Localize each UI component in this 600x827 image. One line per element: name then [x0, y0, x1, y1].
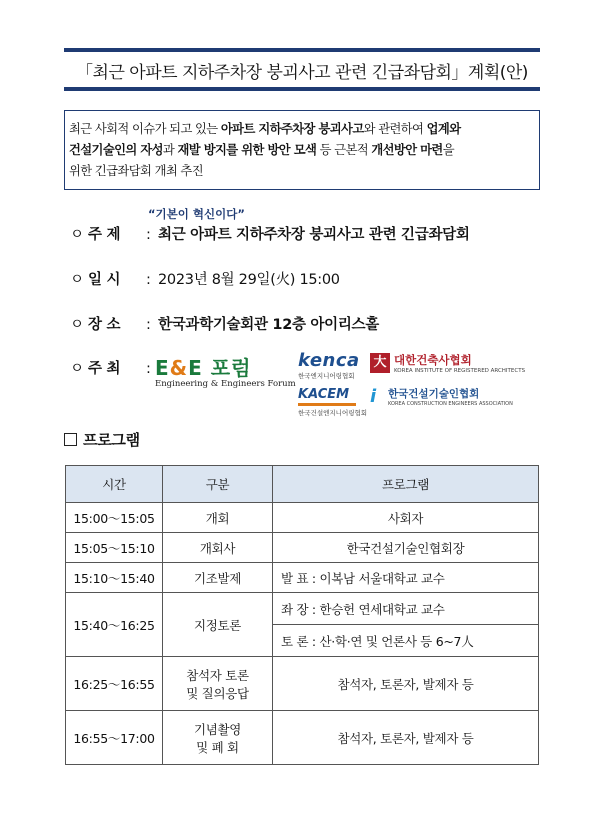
summary-box: 최근 사회적 이슈가 되고 있는 아파트 지하주차장 붕괴사고와 관련하여 업계와 건설기술인의 자성과 재발 방지를 위한 방안 모색 등 근본적 개선방안 마련을 위한 긴급좌담회 개최 추진 — [64, 110, 540, 190]
kpea-mark-icon: i — [370, 386, 377, 407]
datetime-label: 일 시 — [88, 272, 121, 288]
header-category: 구분 — [163, 466, 273, 503]
program-table — [65, 465, 539, 765]
venue-row: ㅇ 장 소 : 한국과학기술회관 12층 아이리스홀 — [70, 313, 379, 334]
bullet-icon: ㅇ — [70, 272, 84, 288]
subject-row: ㅇ 주 제 : 최근 아파트 지하주차장 붕괴사고 관련 긴급좌담회 — [70, 223, 470, 244]
kacem-logo: KACEM 한국건설엔지니어링협회 — [298, 387, 368, 417]
subject-value: 최근 아파트 지하주차장 붕괴사고 관련 긴급좌담회 — [158, 227, 470, 243]
bullet-icon: ㅇ — [70, 317, 84, 333]
table-row: 15:05～15:10 개회사 한국건설기술인협회장 — [66, 533, 539, 563]
summary-text: 최근 사회적 이슈 — [69, 122, 155, 136]
kpea-logo: i 한국건설기술인협회 KOREA CONSTRUCTION ENGINEERS ASSOCIATION — [370, 386, 513, 407]
table-row: 16:55～17:00 기념촬영 및 폐 회 참석자, 토론자, 발제자 등 — [66, 711, 539, 765]
header-program: 프로그램 — [273, 466, 539, 503]
document-title: 「최근 아파트 지하주차장 붕괴사고 관련 긴급좌담회」계획(안) — [76, 63, 528, 83]
slogan: “기본이 혁신이다” — [148, 207, 245, 221]
ee-forum-logo: E&E 포럼 Engineering & Engineers Forum — [155, 356, 296, 389]
table-row: 15:40～16:25 지정토론 좌 장 : 한승헌 연세대학교 교수 — [66, 593, 539, 625]
venue-label: 장 소 — [88, 317, 121, 333]
title-top-rule — [64, 48, 540, 52]
bullet-icon: ㅇ — [70, 361, 84, 377]
kenca-logo: kenca 한국엔지니어링협회 — [298, 350, 360, 380]
datetime-row: ㅇ 일 시 : 2023년 8월 29일(火) 15:00 — [70, 268, 340, 289]
table-row: 15:10～15:40 기조발제 발 표 : 이복남 서울대학교 교수 — [66, 563, 539, 593]
datetime-value: 2023년 8월 29일(火) 15:00 — [158, 272, 340, 288]
venue-value: 한국과학기술회관 12층 아이리스홀 — [158, 317, 379, 333]
square-bullet-icon — [64, 433, 77, 446]
kira-logo: 大 대한건축사협회 KOREA INSTITUTE OF REGISTERED ARCHITECTS — [370, 352, 525, 374]
title-bottom-rule — [64, 87, 540, 91]
host-row: ㅇ 주 최 : — [70, 357, 158, 378]
table-row: 15:00～15:05 개회 사회자 — [66, 503, 539, 533]
bullet-icon: ㅇ — [70, 227, 84, 243]
kira-mark-icon: 大 — [370, 353, 390, 373]
table-row: 16:25～16:55 참석자 토론 및 질의응답 참석자, 토론자, 발제자 등 — [66, 657, 539, 711]
subject-label: 주 제 — [88, 227, 121, 243]
host-label: 주 최 — [88, 361, 121, 377]
header-time: 시간 — [66, 466, 163, 503]
program-heading: 프로그램 — [64, 429, 140, 450]
table-row: 토 론 : 산·학·연 및 언론사 등 6~7人 — [66, 625, 539, 657]
